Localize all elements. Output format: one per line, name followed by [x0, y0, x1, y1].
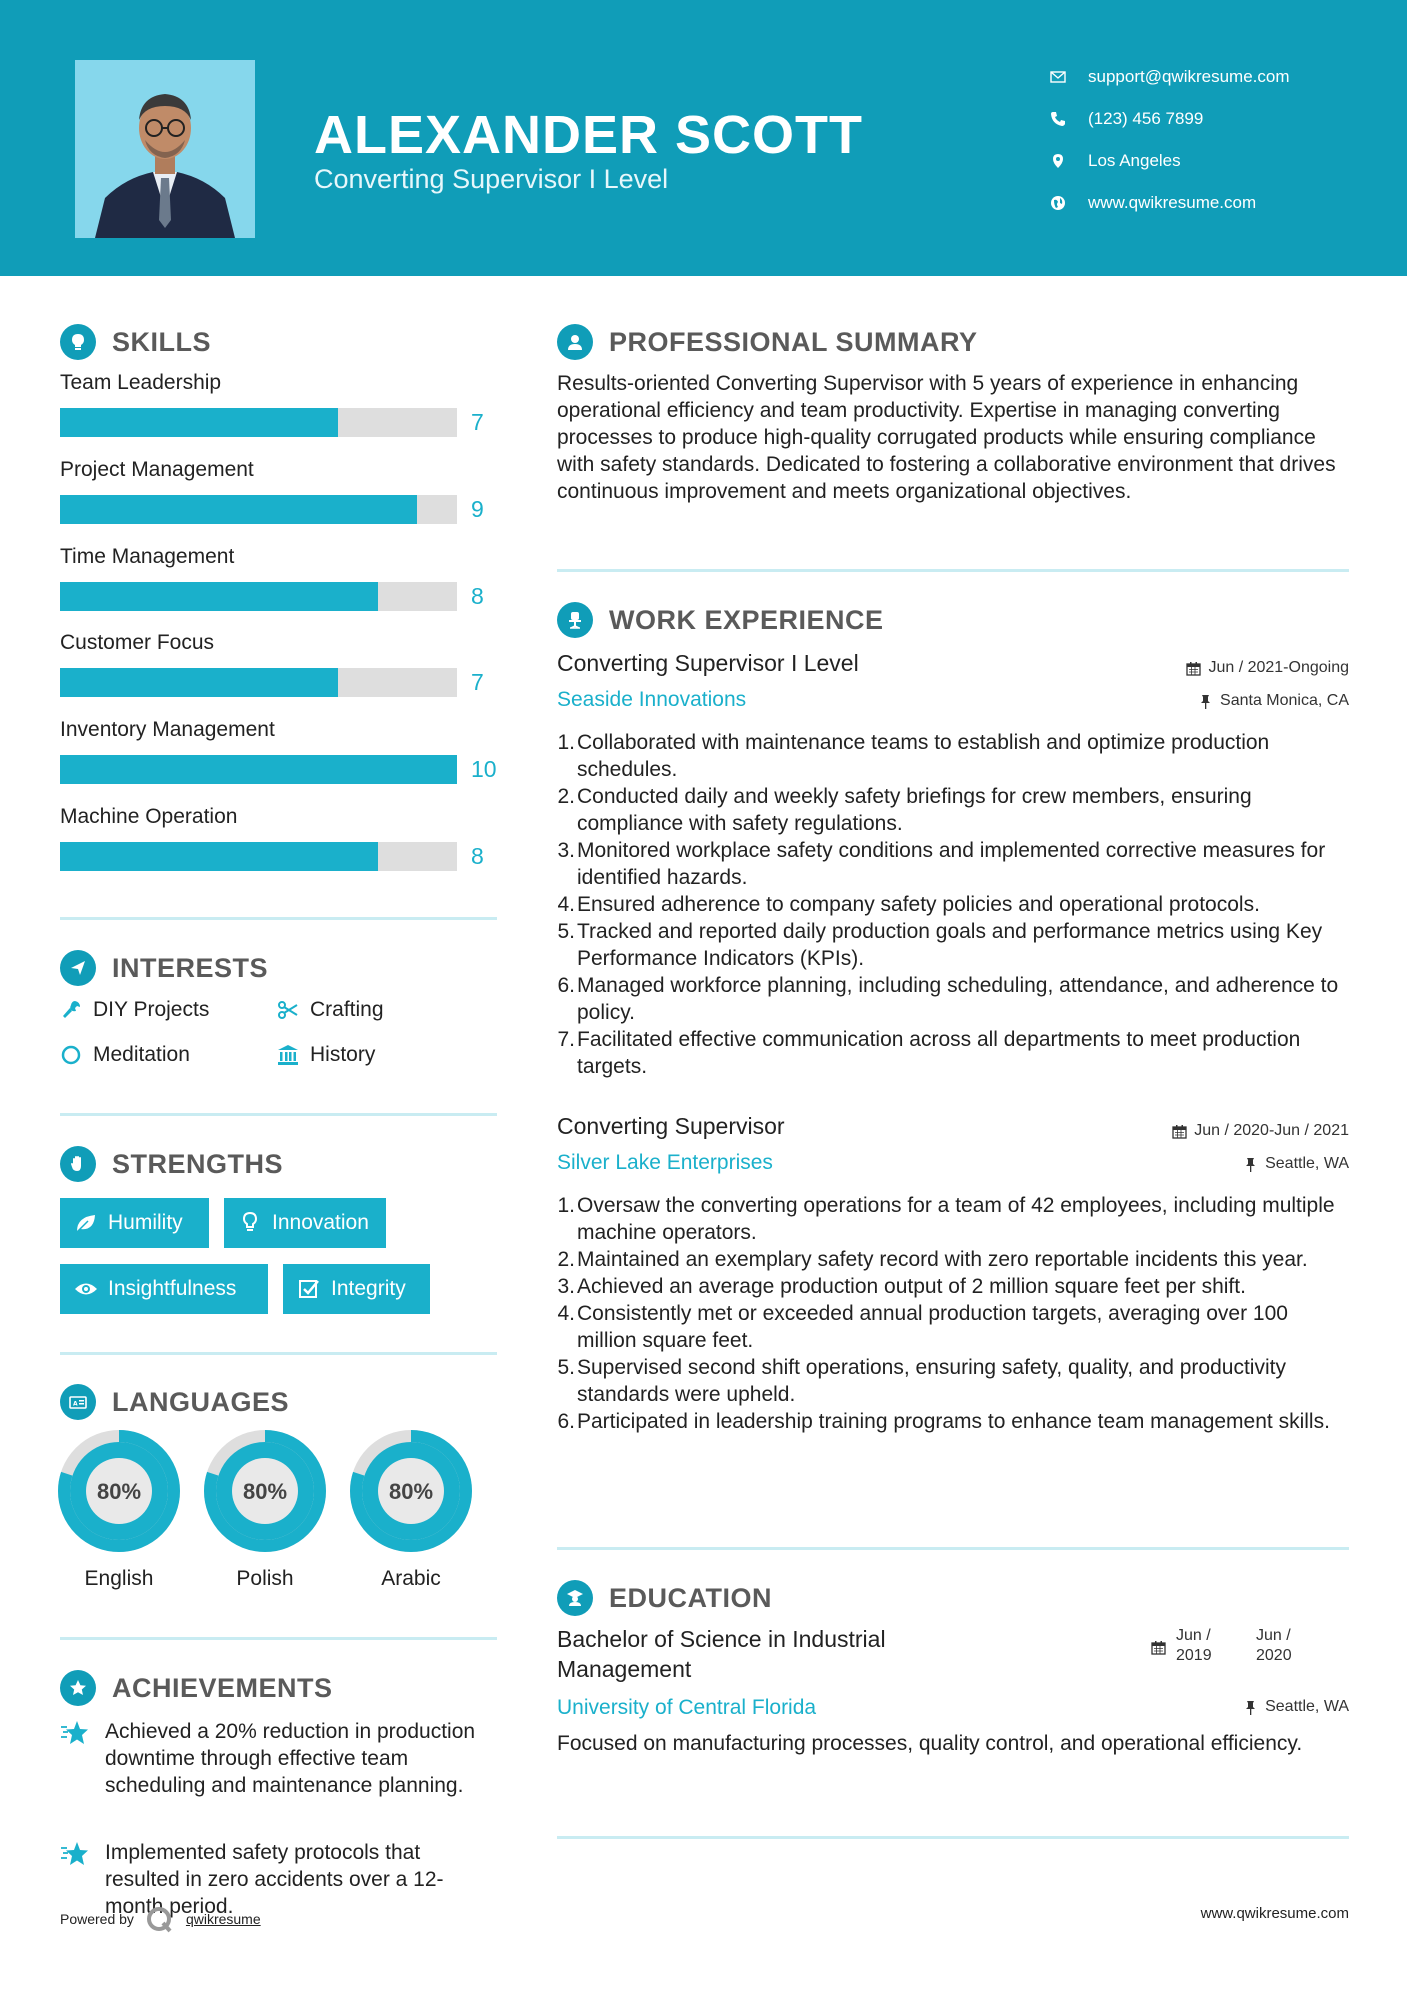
- languages-title: LANGUAGES: [112, 1386, 290, 1417]
- calendar-icon: [1186, 661, 1201, 676]
- company-name: Seaside Innovations: [557, 688, 747, 711]
- candidate-name: ALEXANDER SCOTT: [314, 105, 864, 165]
- skill-bar-track: [60, 755, 457, 784]
- section-divider: [60, 917, 497, 920]
- job-bullet: 3. Monitored workplace safety conditions and implemented corrective measures for identified hazards.: [557, 839, 1326, 889]
- interest-label: Crafting: [310, 998, 384, 1021]
- pushpin-icon: [1243, 1157, 1258, 1172]
- language-ring: [350, 1430, 472, 1552]
- job-date: [1186, 659, 1349, 677]
- skill-value: 7: [471, 409, 484, 435]
- skill-label: Time Management: [60, 545, 235, 568]
- job-bullet: 4. Ensured adherence to company safety policies and operational protocols.: [557, 893, 1260, 916]
- contact-info: [1050, 56, 1290, 224]
- job-title: Converting Supervisor: [557, 1113, 785, 1139]
- skill-label: Machine Operation: [60, 805, 238, 828]
- language-name: Polish: [236, 1567, 294, 1590]
- leaf-icon: [74, 1211, 98, 1235]
- job-location-text: Seattle, WA: [1265, 1155, 1349, 1172]
- language-ring: [58, 1430, 180, 1552]
- skill-label: Team Leadership: [60, 371, 222, 394]
- skill-bar-track: [60, 842, 457, 871]
- education-start-date: [1176, 1626, 1212, 1666]
- candidate-title: Converting Supervisor I Level: [314, 164, 669, 194]
- job-bullets: [552, 1192, 1352, 1435]
- job-date: [1172, 1122, 1349, 1140]
- education-location-text: Seattle, WA: [1265, 1698, 1349, 1715]
- summary-text: Results-oriented Converting Supervisor with 5 years of experience in enhancing operational efficiency and team productivity. Expertise in managing converting processes to produce high-quality corrugated products while ensuring compliance with safety standards. Dedicated to fostering a collaborative environment that drives continuous improvement and meets organizational objectives.: [557, 372, 1336, 503]
- job-bullet: 5. Supervised second shift operations, ensuring safety, quality, and productivity standards were upheld.: [557, 1356, 1286, 1406]
- calendar-icon: [1151, 1640, 1166, 1655]
- education-start-month: Jun /: [1176, 1627, 1211, 1644]
- skill-value: 8: [471, 843, 484, 869]
- strength-label: Humility: [108, 1211, 183, 1234]
- skill-bar-track: [60, 408, 457, 437]
- education-start-year: 2019: [1176, 1647, 1212, 1664]
- contact-phone[interactable]: [1050, 98, 1290, 140]
- education-degree: Bachelor of Science in Industrial Management: [557, 1626, 886, 1682]
- office-chair-icon: [557, 602, 593, 638]
- footer-powered-by: [60, 1904, 261, 1934]
- skill-label: Project Management: [60, 458, 254, 481]
- summary-section-header: [557, 324, 978, 360]
- strengths-section-header: [60, 1146, 283, 1182]
- eye-icon: [74, 1277, 98, 1301]
- wrench-icon: [60, 999, 82, 1021]
- job-date-text: Jun / 2021-Ongoing: [1208, 659, 1349, 676]
- calendar-icon: [1172, 1124, 1187, 1139]
- skills-title: SKILLS: [112, 326, 212, 357]
- pushpin-icon: [1198, 694, 1213, 709]
- scissors-icon: [277, 999, 299, 1021]
- map-pin-icon: [1050, 153, 1088, 169]
- skill-bar-fill: [60, 495, 417, 524]
- language-name: English: [84, 1567, 154, 1590]
- strength-badge: [60, 1264, 268, 1314]
- star-badge-icon: [60, 1670, 96, 1706]
- skill-bar-track: [60, 495, 457, 524]
- skill-value: 10: [471, 756, 497, 782]
- location-text: Los Angeles: [1088, 151, 1181, 170]
- language-percent: 80%: [242, 1479, 288, 1504]
- education-location: [1243, 1698, 1349, 1716]
- achievement-item: [60, 1718, 500, 1799]
- skill-bar-fill: [60, 668, 338, 697]
- job-location-text: Santa Monica, CA: [1220, 692, 1349, 709]
- section-divider: [557, 1836, 1349, 1839]
- language-item: [58, 1430, 180, 1591]
- education-end-month: Jun /: [1256, 1627, 1291, 1644]
- language-name: Arabic: [381, 1567, 441, 1590]
- language-item: [350, 1430, 472, 1591]
- globe-icon: [1050, 195, 1088, 211]
- languages-section-header: [60, 1384, 289, 1420]
- interests-title: INTERESTS: [112, 952, 269, 983]
- resume-header: [0, 0, 1407, 276]
- strength-badge: [283, 1264, 430, 1314]
- job-bullet: 2. Maintained an exemplary safety record with zero reportable incidents this year.: [557, 1248, 1308, 1271]
- interest-label: DIY Projects: [93, 998, 210, 1021]
- language-ring: [204, 1430, 326, 1552]
- lightbulb-icon: [238, 1211, 262, 1235]
- skill-bar-fill: [60, 755, 457, 784]
- strength-label: Innovation: [272, 1211, 369, 1234]
- envelope-icon: [1050, 69, 1088, 85]
- interest-item: [277, 998, 384, 1022]
- job-bullet: 4. Consistently met or exceeded annual production targets, averaging over 100 million square feet.: [557, 1302, 1288, 1352]
- skill-value: 7: [471, 669, 484, 695]
- job-bullet: 6. Participated in leadership training programs to enhance team management skills.: [557, 1410, 1330, 1433]
- education-school: University of Central Florida: [557, 1696, 817, 1719]
- job-bullets: [552, 729, 1352, 1080]
- phone-text: (123) 456 7899: [1088, 109, 1204, 128]
- education-end-date: [1256, 1626, 1292, 1666]
- skills-section-header: [60, 324, 211, 360]
- job-bullet: 3. Achieved an average production output of 2 million square feet per shift.: [557, 1275, 1246, 1298]
- interests-section-header: [60, 950, 268, 986]
- education-section-header: [557, 1580, 772, 1616]
- footer-website[interactable]: www.qwikresume.com: [1200, 1905, 1349, 1922]
- language-percent: 80%: [96, 1479, 142, 1504]
- strengths-title: STRENGTHS: [112, 1148, 284, 1179]
- phone-icon: [1050, 111, 1088, 127]
- education-end-year: 2020: [1256, 1647, 1292, 1664]
- achievements-section-header: [60, 1670, 333, 1706]
- education-description: Focused on manufacturing processes, quality control, and operational efficiency.: [557, 1732, 1303, 1755]
- contact-website[interactable]: [1050, 182, 1290, 224]
- summary-title: PROFESSIONAL SUMMARY: [609, 326, 978, 357]
- skill-bar-fill: [60, 842, 378, 871]
- skill-bar-fill: [60, 582, 378, 611]
- experience-title: WORK EXPERIENCE: [609, 604, 884, 635]
- skill-value: 8: [471, 583, 484, 609]
- strength-badge: [224, 1198, 386, 1248]
- job-location: [1198, 692, 1349, 710]
- avatar: [75, 60, 255, 238]
- section-divider: [557, 569, 1349, 572]
- paper-plane-icon: [60, 950, 96, 986]
- website-text: www.qwikresume.com: [1088, 193, 1257, 212]
- interest-item: [60, 1043, 190, 1067]
- contact-location: [1050, 140, 1290, 182]
- interest-label: History: [310, 1043, 376, 1066]
- profile-photo: [75, 60, 255, 238]
- job-date-text: Jun / 2020-Jun / 2021: [1194, 1122, 1349, 1139]
- star-icon: [60, 1718, 90, 1748]
- strength-badge: [60, 1198, 209, 1248]
- graduate-icon: [557, 1580, 593, 1616]
- job-bullet: 1. Oversaw the converting operations for a team of 42 employees, including multiple machine operators.: [557, 1194, 1335, 1244]
- job-bullet: 1. Collaborated with maintenance teams to establish and optimize production schedules.: [557, 731, 1270, 781]
- user-icon: [557, 324, 593, 360]
- skill-bar-fill: [60, 408, 338, 437]
- star-icon: [60, 1839, 90, 1869]
- interest-item: [60, 998, 209, 1022]
- strength-label: Insightfulness: [108, 1277, 237, 1300]
- lightbulb-icon: [60, 324, 96, 360]
- skill-label: Customer Focus: [60, 631, 215, 654]
- experience-section-header: [557, 602, 884, 638]
- section-divider: [60, 1637, 497, 1640]
- circle-icon: [60, 1044, 82, 1066]
- section-divider: [557, 1547, 1349, 1550]
- hand-icon: [60, 1146, 96, 1182]
- powered-by-text: Powered by: [60, 1911, 134, 1927]
- achievement-text: Implemented safety protocols that resulted in zero accidents over a 12-month period.: [105, 1841, 444, 1918]
- language-percent: 80%: [388, 1479, 434, 1504]
- skill-value: 9: [471, 496, 484, 522]
- language-card-icon: [60, 1384, 96, 1420]
- contact-email[interactable]: [1050, 56, 1290, 98]
- pushpin-icon: [1243, 1700, 1258, 1715]
- svg-text:A: A: [73, 1400, 78, 1408]
- qwikresume-logo-icon: [144, 1904, 174, 1934]
- language-item: [204, 1430, 326, 1591]
- job-bullet: 6. Managed workforce planning, including scheduling, attendance, and adherence to policy.: [557, 974, 1339, 1024]
- job-bullet: 7. Facilitated effective communication across all departments to meet production targets.: [557, 1028, 1301, 1078]
- strength-label: Integrity: [331, 1277, 406, 1300]
- museum-icon: [277, 1044, 299, 1066]
- check-square-icon: [297, 1277, 321, 1301]
- email-text: support@qwikresume.com: [1088, 67, 1290, 86]
- job-bullet: 5. Tracked and reported daily production goals and performance metrics using Key Performance Indicators (KPIs).: [557, 920, 1323, 970]
- interest-item: [277, 1043, 375, 1067]
- skill-bar-track: [60, 668, 457, 697]
- achievements-title: ACHIEVEMENTS: [112, 1672, 333, 1703]
- section-divider: [60, 1352, 497, 1355]
- achievement-text: Achieved a 20% reduction in production downtime through effective team scheduling and maintenance planning.: [105, 1720, 476, 1797]
- interest-label: Meditation: [93, 1043, 190, 1066]
- job-location: [1243, 1155, 1349, 1173]
- brand-link[interactable]: qwikresume: [185, 1911, 261, 1927]
- section-divider: [60, 1113, 497, 1116]
- job-title: Converting Supervisor I Level: [557, 650, 859, 676]
- skill-bar-track: [60, 582, 457, 611]
- education-title: EDUCATION: [609, 1582, 772, 1613]
- job-bullet: 2. Conducted daily and weekly safety briefings for crew members, ensuring compliance with safety regulations.: [557, 785, 1252, 835]
- company-name: Silver Lake Enterprises: [557, 1151, 773, 1174]
- skill-label: Inventory Management: [60, 718, 275, 741]
